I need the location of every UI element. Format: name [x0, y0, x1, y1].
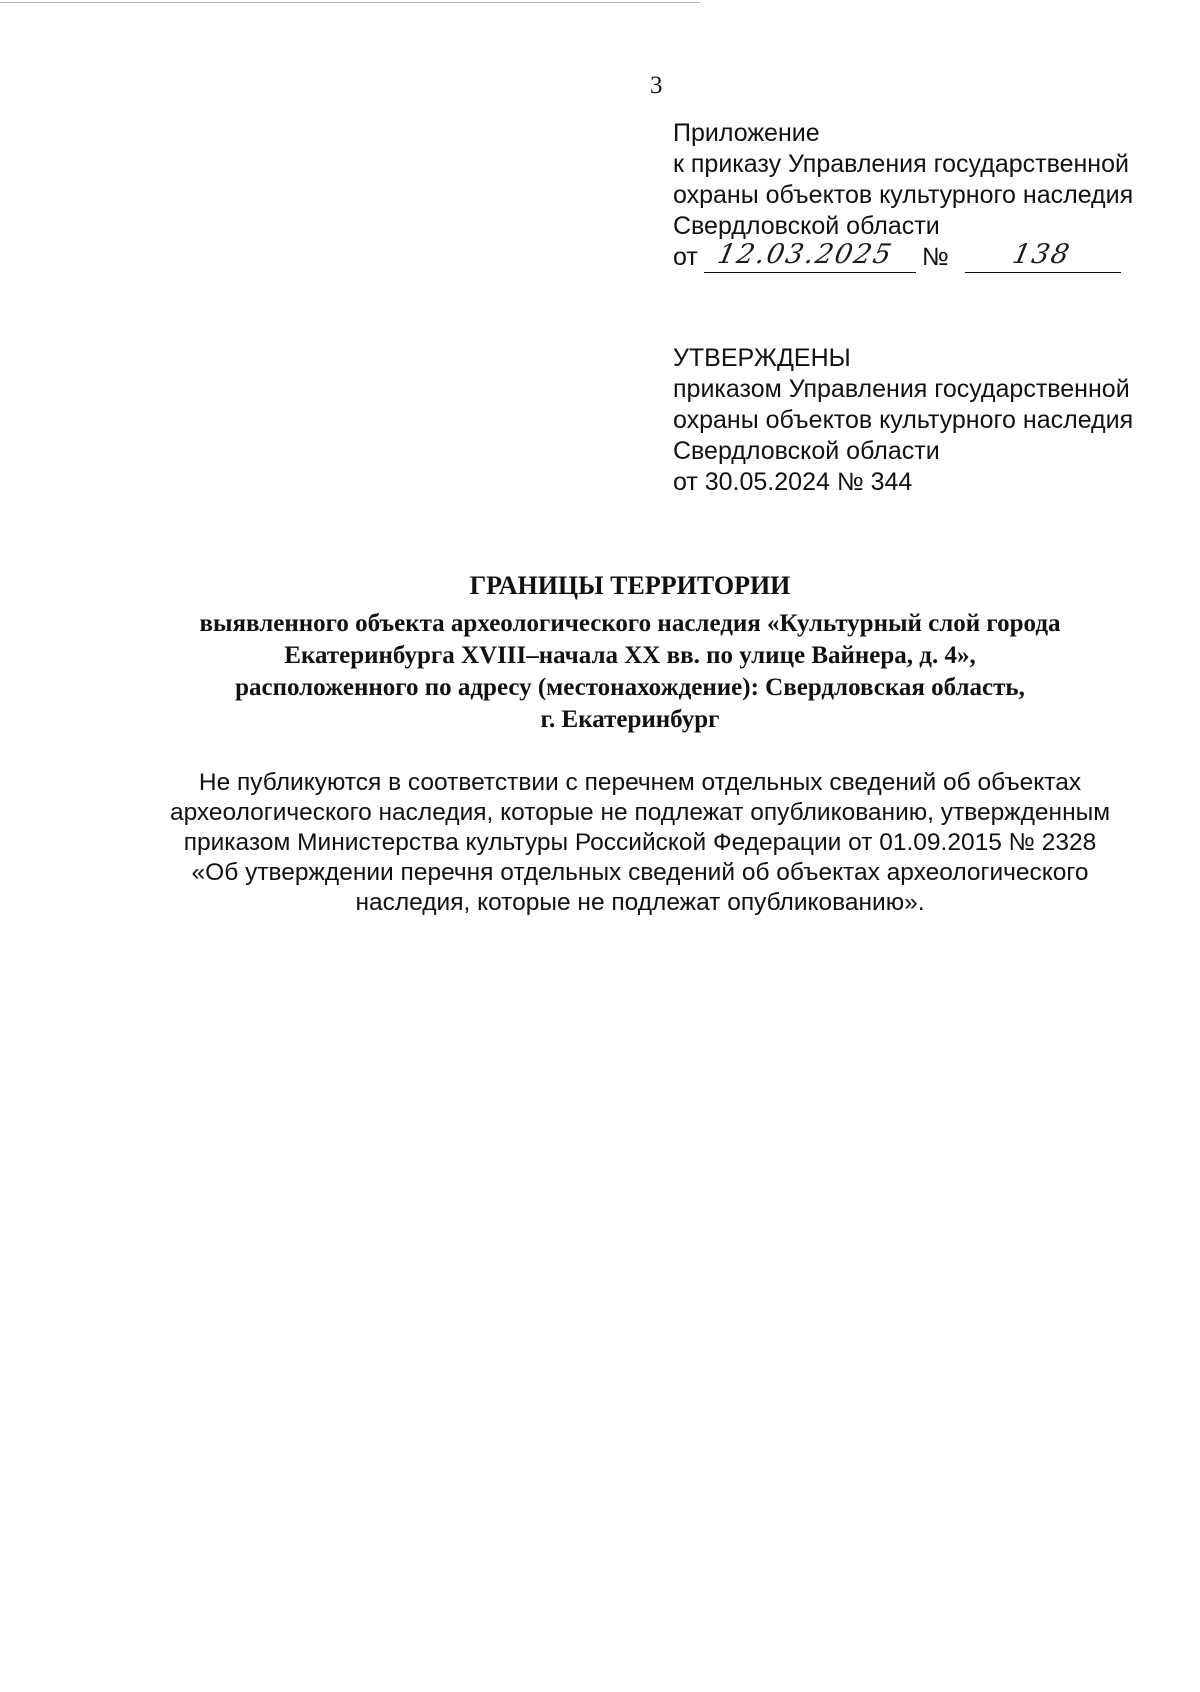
title-line: Екатеринбурга XVIII–начала XX вв. по улице Вайнера, д. 4», — [284, 642, 976, 669]
document-title — [100, 570, 1160, 736]
approval-heading: УТВЕРЖДЕНЫ — [673, 344, 851, 372]
title-line: г. Екатеринбург — [540, 706, 720, 733]
scan-edge-line — [0, 2, 700, 3]
approval-line: от 30.05.2024 № 344 — [673, 468, 913, 496]
approval-line: Свердловской области — [673, 437, 940, 465]
attachment-header — [673, 118, 1193, 273]
body-paragraph — [120, 768, 1160, 918]
approval-line: охраны объектов культурного наследия — [673, 406, 1134, 434]
handwritten-date: 12.03.2025 — [714, 239, 896, 270]
handwritten-number: 138 — [1009, 239, 1074, 270]
attachment-line: Свердловской области — [673, 212, 940, 240]
body-line: «Об утверждении перечня отдельных сведений об объектах археологического — [191, 859, 1089, 886]
attachment-line: Приложение — [673, 119, 820, 147]
number-sign: № — [921, 243, 949, 271]
date-blank — [704, 239, 916, 273]
page-number: 3 — [650, 72, 663, 99]
body-line: наследия, которые не подлежат опубликованию». — [355, 889, 925, 916]
body-line: Не публикуются в соответствии с перечнем отдельных сведений об объектах — [198, 769, 1082, 796]
number-blank — [965, 239, 1121, 273]
attachment-line: к приказу Управления государственной — [673, 150, 1129, 178]
date-prefix: от — [673, 243, 698, 271]
approval-line: приказом Управления государственной — [673, 375, 1130, 403]
order-date-number-line — [673, 239, 1193, 273]
body-line: приказом Министерства культуры Российской Федерации от 01.09.2015 № 2328 — [183, 829, 1097, 856]
attachment-line: охраны объектов культурного наследия — [673, 181, 1134, 209]
body-line: археологического наследия, которые не подлежат опубликованию, утвержденным — [169, 799, 1111, 826]
title-line: выявленного объекта археологического наследия «Культурный слой города — [199, 610, 1061, 637]
title-heading: ГРАНИЦЫ ТЕРРИТОРИИ — [469, 571, 791, 600]
title-line: расположенного по адресу (местонахождение): Свердловская область, — [235, 674, 1025, 701]
approval-block — [673, 343, 1193, 498]
